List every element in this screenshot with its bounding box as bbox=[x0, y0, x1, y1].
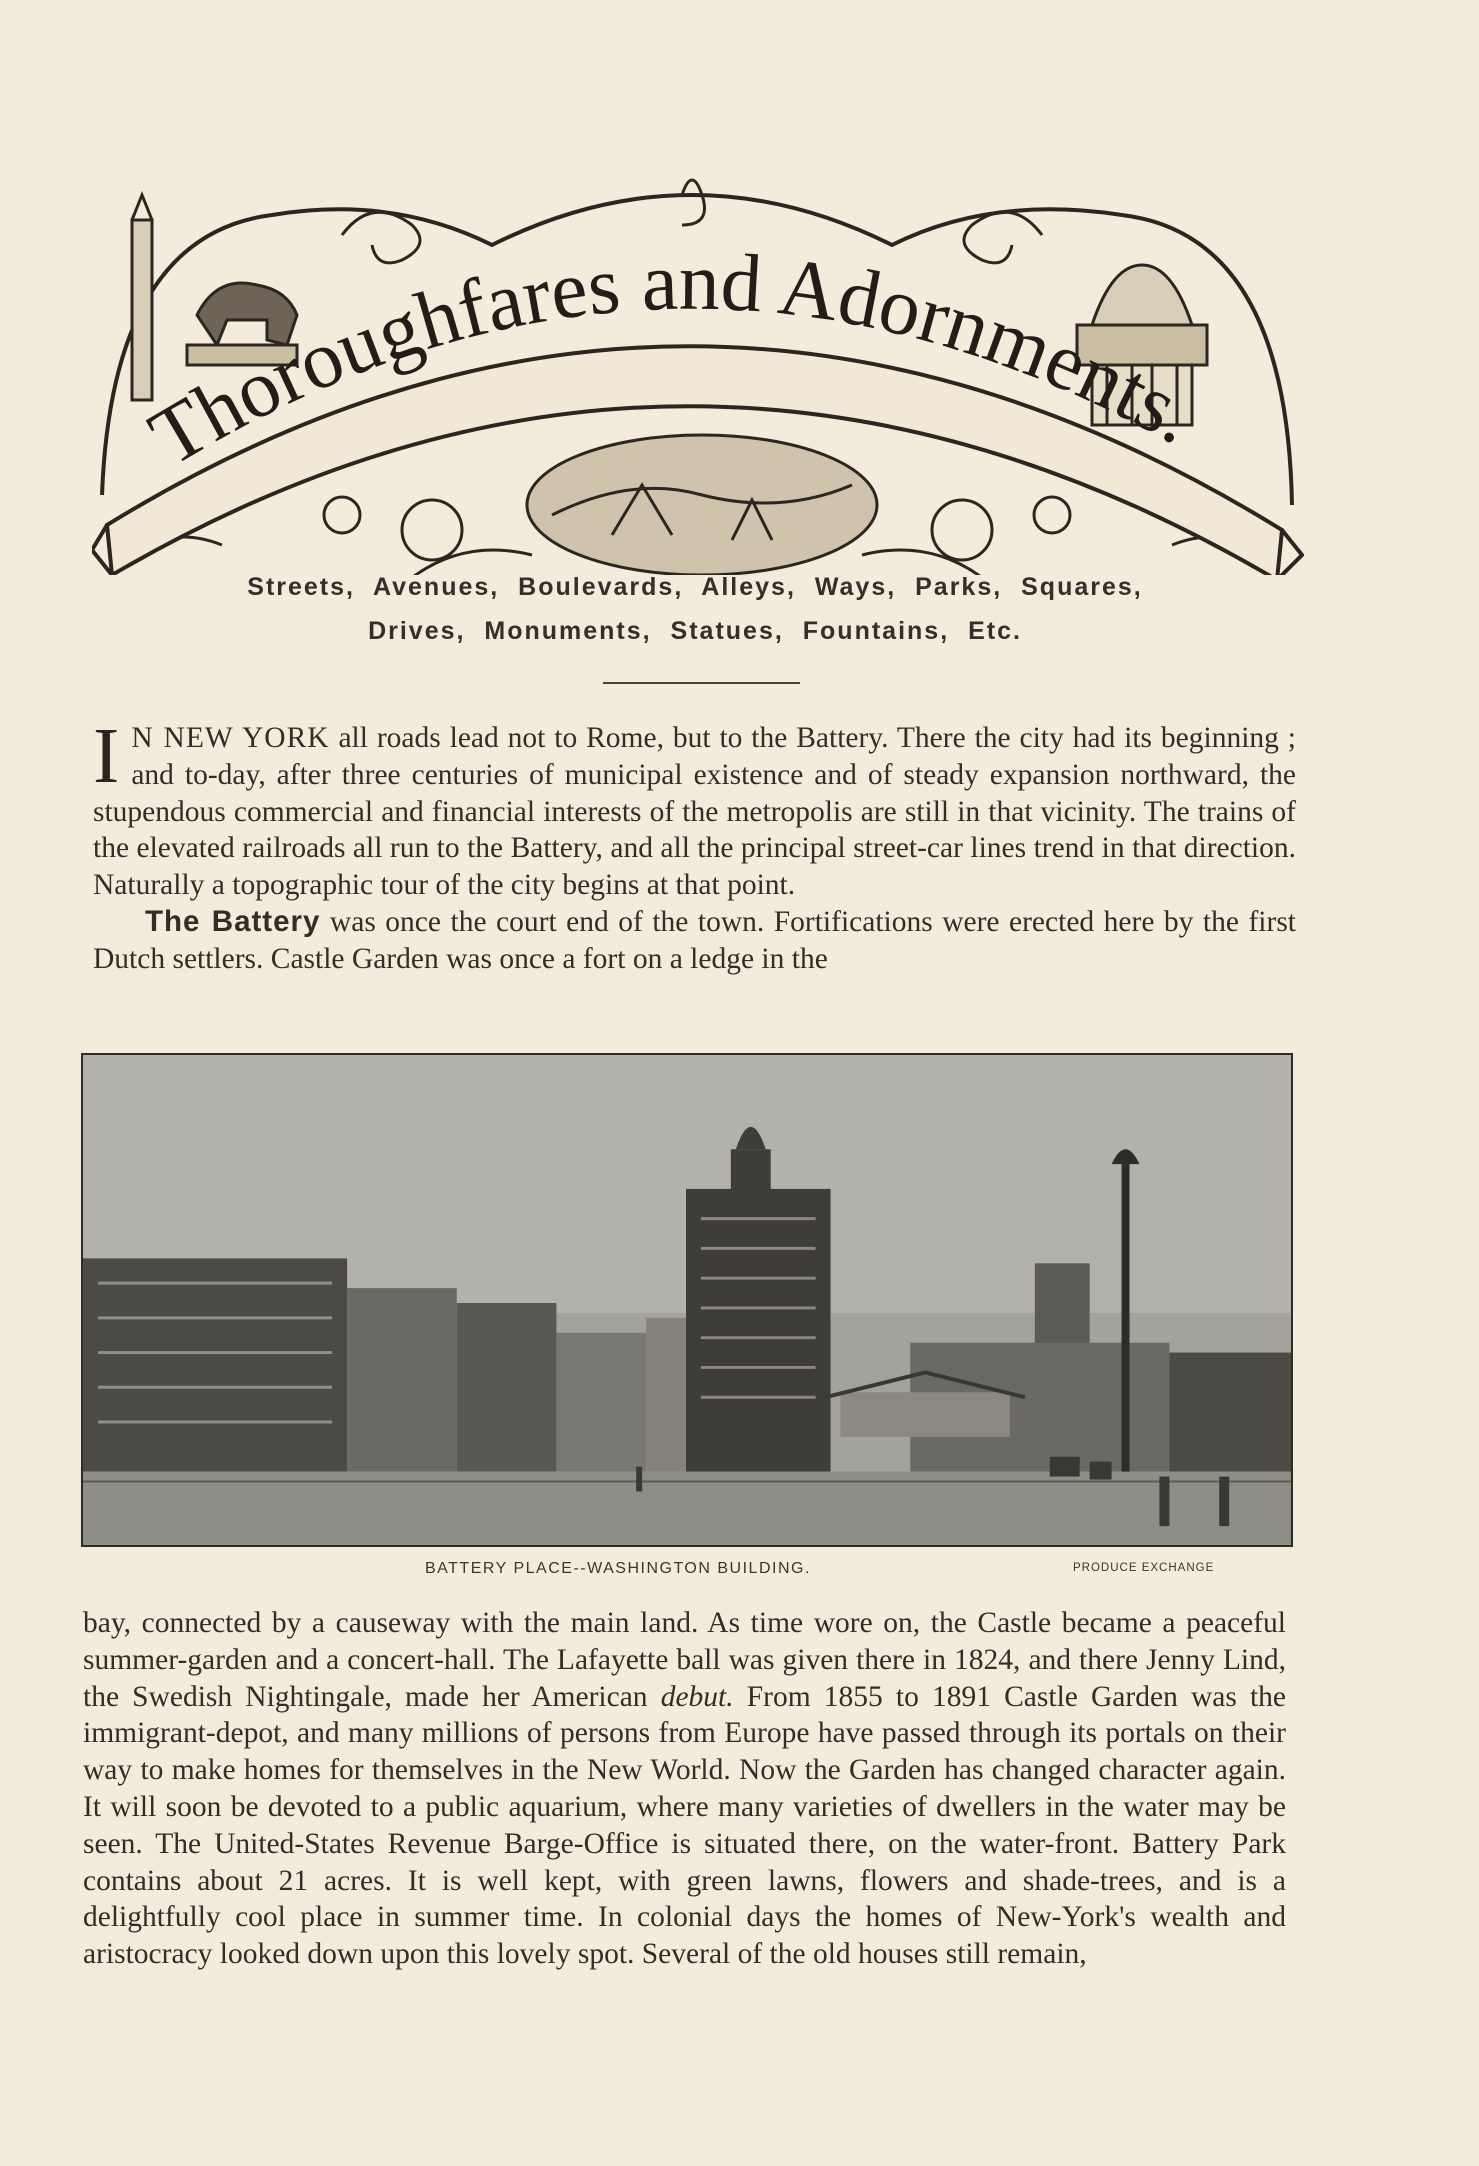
intro-text: all roads lead not to Rome, but to the Battery. There the city had its beginning ; and to-day, after three centuries of municipal existence and of steady expansion northward, the stupendous commercial and financial interests of the metropolis are still in that vicinity. The trains of the elevated railroads all run to the Battery, and all the principal street-car lines trend in that direction. Naturally a topographic tour of the city begins at that point. bbox=[93, 722, 1296, 902]
subtitle-line-2: Drives, Monuments, Statues, Fountains, Etc. bbox=[368, 617, 1022, 645]
intro-paragraph bbox=[93, 713, 1296, 978]
photo-caption-right: PRODUCE EXCHANGE bbox=[1073, 1562, 1215, 1574]
battery-place-photo bbox=[81, 1053, 1293, 1547]
battery-text: was once the court end of the town. Fortifications were erected here by the first Dutch settlers. Castle Garden was once a fort on a ledge in the bbox=[93, 905, 1296, 975]
continuation-text-before: bay, connected by a causeway with the main land. As time wore on, the Castle became a peaceful summer-garden and a concert-hall. The Lafayette ball was given there in 1824, and there Jenny Lind, the Swedish Nightingale, made her American bbox=[83, 1607, 1286, 1713]
battery-paragraph bbox=[93, 904, 1296, 978]
continuation-italic: debut. bbox=[660, 1680, 734, 1713]
battery-lead: The Battery bbox=[145, 904, 321, 938]
drop-cap: I bbox=[93, 713, 120, 800]
page-title: Thoroughfares and Adornments. bbox=[134, 235, 1212, 483]
title-banner bbox=[92, 175, 1304, 575]
subtitle-line-1: Streets, Avenues, Boulevards, Alleys, Ways, Parks, Squares, bbox=[247, 573, 1143, 601]
photo-caption: BATTERY PLACE--WASHINGTON BUILDING. bbox=[425, 1560, 811, 1577]
continuation-paragraph bbox=[83, 1605, 1286, 1973]
continuation-text-after: From 1855 to 1891 Castle Garden was the immigrant-depot, and many millions of persons from Europe have passed through its portals on their way to make homes for themselves in the New World. Now the Garden has changed character again. It will soon be devoted to a public aquarium, where many varieties of dwellers in the water may be seen. The United-States Revenue Barge-Office is situated there, on the water-front. Battery Park contains about 21 acres. It is well kept, with green lawns, flowers and shade-trees, and is a delightfully cool place in summer time. In colonial days the homes of New-York's wealth and aristocracy looked down upon this lovely spot. Several of the old houses still remain, bbox=[83, 1680, 1286, 1971]
divider bbox=[603, 682, 800, 684]
intro-small-caps: N NEW YORK bbox=[131, 722, 330, 754]
